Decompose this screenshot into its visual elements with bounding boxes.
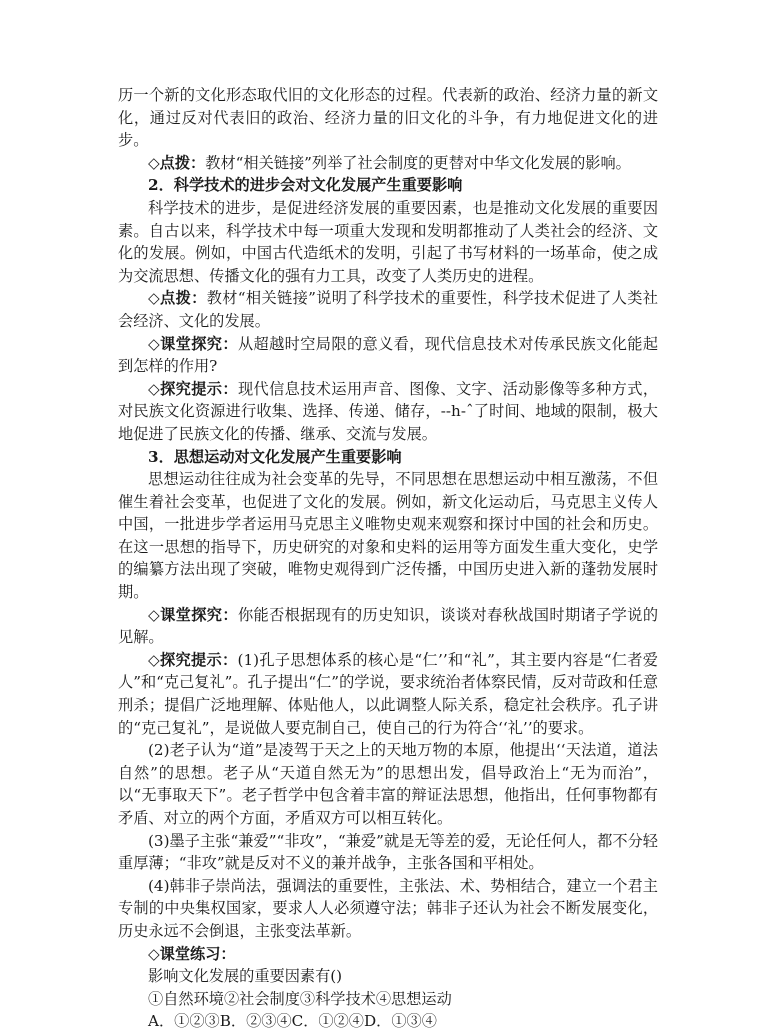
hint-text: 现代信息技术运用声音、图像、文字、活动影像等多种方式，对民族文化资源进行收集、选择、传递、储存，--h-ˆ了时间、地域的限制，极大地促进了民族文化的传播、继承、交流与发展。 [118, 379, 659, 443]
hint-text: (1)孔子思想体系的核心是“仁’’和“礼”，其主要内容是“仁者爱人”和“克己复礼”。孔子提出“仁”的学说，要求统治者体察民情，反对苛政和任意刑杀；提倡广泛地理解、体贴他人，以此调整人际关系，稳定社会秩序。孔子讲的“克己复礼”，是说做人要克制自己，使自己的行为符合‘‘礼’’的要求。 [118, 650, 659, 737]
tip-label: ◇点拨： [148, 289, 207, 308]
paragraph: 思想运动往往成为社会变革的先导，不同思想在思想运动中相互激荡，不但催生着社会变革，也促进了文化的发展。例如，新文化运动后，马克思主义传人中国，一批进步学者运用马克思主义唯物史观来观察和探讨中国的社会和历史。在这一思想的指导下，历史研究的对象和史料的运用等方面发生重大变化，史学的编纂方法出现了突破，唯物史观得到广泛传播，中国历史进入新的蓬勃发展时期。 [118, 470, 658, 602]
exercise-label: ◇课堂练习： [148, 944, 236, 963]
paragraph: (2)老子认为“道”是凌驾于天之上的天地万物的本原，他提出‘‘天法道，道法自然”的思想。老子从“天道自然无为”的思想出发，倡导政治上“无为而治”，以“无事取天下”。老子哲学中包含着丰富的辩证法思想，他指出，任何事物都有矛盾、对立的两个方面，矛盾双方可以相互转化。 [118, 741, 658, 827]
tip-paragraph [118, 287, 658, 332]
exercise-items: ①自然环境②社会制度③科学技术④思想运动 [148, 989, 452, 1008]
inquiry-text: 你能否根据现有的历史知识，谈谈对春秋战国时期诸子学说的见解。 [118, 605, 659, 647]
hint-label: ◇探究提示： [148, 379, 238, 398]
paragraph: (3)墨子主张“兼爱”“非攻”，“兼爱”就是无等差的爱，无论任何人，都不分轻重厚薄；“非攻”就是反对不义的兼并战争，主张各国和平相处。 [118, 831, 658, 873]
exercise-options: A．①②③B．②③④C．①②④D．①③④ [148, 1012, 437, 1031]
tip-label: ◇点拨： [148, 153, 206, 172]
inquiry-paragraph [118, 604, 658, 649]
inquiry-label: ◇课堂探究： [148, 605, 238, 624]
hint-paragraph [118, 649, 658, 739]
section-heading: 2．科学技术的进步会对文化发展产生重要影响 [148, 176, 463, 195]
tip-text: 教材“相关链接”说明了科学技术的重要性，科学技术促进了人类社会经济、文化的发展。 [118, 289, 658, 330]
paragraph: (4)韩非子崇尚法，强调法的重要性，主张法、术、势相结合，建立一个君主专制的中央集权国家，要求人人必须遵守法；韩非子还认为社会不断发展变化，历史永远不会倒退，主张变法革新。 [118, 876, 658, 940]
document-body [118, 84, 658, 1033]
section-heading: 3．思想运动对文化发展产生重要影响 [148, 447, 402, 466]
exercise-question: 影响文化发展的重要因素有() [148, 967, 343, 986]
inquiry-text: 从超越时空局限的意义看，现代信息技术对传承民族文化能起到怎样的作用? [118, 334, 659, 376]
inquiry-label: ◇课堂探究： [148, 334, 238, 353]
tip-paragraph [118, 152, 658, 175]
exercise-heading [118, 943, 658, 966]
paragraph: 历一个新的文化形态取代旧的文化形态的过程。代表新的政治、经济力量的新文化，通过反对代表旧的政治、经济力量的旧文化的斗争，有力地促进文化的进步。 [118, 86, 658, 150]
paragraph: 科学技术的进步，是促进经济发展的重要因素，也是推动文化发展的重要因素。自古以来，科学技术中每一项重大发现和发明都推动了人类社会的经济、文化的发展。例如，中国古代造纸术的发明，引起了书写材料的一场革命，使之成为交流思想、传播文化的强有力工具，改变了人类历史的进程。 [118, 198, 658, 285]
hint-paragraph [118, 378, 658, 446]
tip-text: 教材“相关链接”列举了社会制度的更替对中华文化发展的影响。 [205, 153, 631, 172]
inquiry-paragraph [118, 333, 658, 378]
hint-label: ◇探究提示： [148, 650, 238, 669]
